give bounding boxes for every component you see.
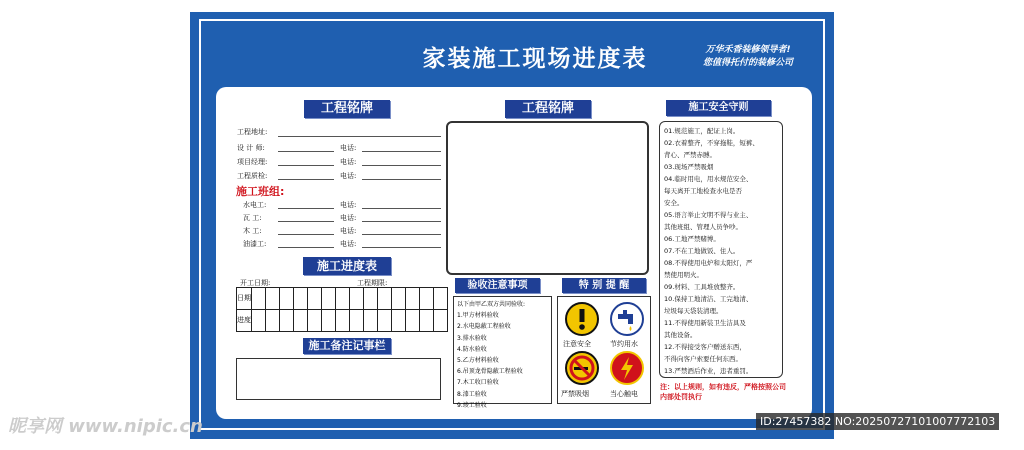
phone-line — [362, 234, 441, 235]
progress-cell[interactable] — [350, 288, 364, 310]
progress-cell[interactable] — [406, 310, 420, 332]
safety-heading: 施工安全守则 — [666, 100, 771, 116]
team-label: 木 工: — [243, 227, 262, 235]
progress-cell[interactable] — [322, 310, 336, 332]
reminders-heading: 特 别 提 醒 — [562, 278, 646, 293]
slogan-line-1: 万华禾香装修领导者! — [705, 45, 791, 55]
safety-rule: 03.现场严禁吸烟 — [664, 163, 714, 171]
name-line — [278, 234, 334, 235]
progress-cell[interactable] — [420, 288, 434, 310]
name-line — [278, 221, 334, 222]
progress-cell[interactable] — [266, 288, 280, 310]
progress-cell[interactable] — [308, 310, 322, 332]
remarks-box[interactable] — [236, 358, 441, 400]
field-label: 工程地址: — [237, 128, 268, 136]
phone-line — [362, 165, 441, 166]
safety-rule: 其他班组、管理人员争吵。 — [664, 223, 742, 231]
progress-cell[interactable] — [252, 310, 266, 332]
progress-cell[interactable] — [266, 310, 280, 332]
faucet-icon — [610, 302, 644, 336]
progress-cell[interactable] — [280, 288, 294, 310]
reminder-label: 注意安全 — [563, 340, 591, 348]
photo-frame — [446, 121, 649, 275]
no-smoking-icon — [565, 351, 599, 385]
phone-label: 电话: — [340, 240, 357, 248]
safety-rule: 其他设备。 — [664, 331, 697, 339]
photo-heading: 工程铭牌 — [505, 100, 591, 118]
phone-line — [362, 247, 441, 248]
exclamation-icon — [565, 302, 599, 336]
phone-label: 电话: — [340, 214, 357, 222]
phone-label: 电话: — [340, 172, 357, 180]
safety-rule: 禁使用明火。 — [664, 271, 703, 279]
safety-rule: 04.临时用电，用水规范安全、 — [664, 175, 753, 183]
acceptance-item: 8.漆工验收 — [457, 390, 487, 398]
acceptance-item: 9.竣工验收 — [457, 401, 487, 409]
progress-cell[interactable] — [294, 310, 308, 332]
team-label: 瓦 工: — [243, 214, 262, 222]
safety-rule: 06.工地严禁赌博。 — [664, 235, 720, 243]
progress-cell[interactable] — [378, 288, 392, 310]
progress-heading: 施工进度表 — [303, 257, 391, 275]
progress-cell[interactable] — [364, 288, 378, 310]
progress-row-label: 进度 — [237, 310, 252, 332]
safety-note: 注：以上规则，如有违反，严格按照公司内部处罚执行 — [660, 383, 786, 401]
safety-rules-list — [664, 125, 778, 377]
reminders-panel — [557, 296, 651, 404]
safety-rule: 02.衣着整齐，不穿拖鞋，短裤、 — [664, 139, 759, 147]
safety-rule: 不得向客户索要任何东西。 — [664, 355, 742, 363]
team-label: 水电工: — [243, 201, 267, 209]
team-heading: 施工班组: — [236, 185, 285, 198]
image-id-watermark: ID:27457382 NO:20250727101007772103 — [756, 413, 999, 430]
address-line — [278, 136, 441, 137]
acceptance-heading: 验收注意事项 — [455, 278, 540, 293]
acceptance-item: 1.甲方材料验收 — [457, 312, 499, 320]
field-label: 项目经理: — [237, 158, 268, 166]
phone-label: 电话: — [340, 201, 357, 209]
progress-cell[interactable] — [280, 310, 294, 332]
phone-label: 电话: — [340, 227, 357, 235]
start-date-label: 开工日期: — [240, 279, 271, 287]
progress-cell[interactable] — [308, 288, 322, 310]
acceptance-item: 4.防水验收 — [457, 345, 487, 353]
field-label: 设 计 师: — [237, 144, 265, 152]
phone-label: 电话: — [340, 158, 357, 166]
company-slogan — [683, 44, 813, 70]
acceptance-item: 2.水电隐蔽工程验收 — [457, 323, 511, 331]
acceptance-item: 3.排水验收 — [457, 334, 487, 342]
safety-rule: 背心、严禁赤膊。 — [664, 151, 716, 159]
field-label: 工程质检: — [237, 172, 268, 180]
safety-rule: 07.不在工地做饭、住人。 — [664, 247, 740, 255]
safety-rule: 08.不得使用电炉和太阳灯，严 — [664, 259, 753, 267]
nameplate-heading: 工程铭牌 — [304, 100, 390, 118]
name-line — [278, 151, 334, 152]
safety-rule: 每天离开工地检查水电是否 — [664, 187, 742, 195]
phone-label: 电话: — [340, 144, 357, 152]
safety-rule: 11.不得使用新装卫生洁具及 — [664, 319, 746, 327]
date-row-label: 日期 — [237, 288, 252, 310]
name-line — [278, 208, 334, 209]
name-line — [278, 179, 334, 180]
progress-cell[interactable] — [252, 288, 266, 310]
progress-cell[interactable] — [336, 288, 350, 310]
reminder-label: 节约用水 — [610, 340, 638, 348]
reminder-label: 严禁吸烟 — [561, 390, 589, 398]
safety-rule: 05.语言举止文明不得与业主、 — [664, 211, 753, 219]
safety-rules-panel — [659, 121, 783, 378]
phone-line — [362, 221, 441, 222]
slogan-line-2: 您值得托付的装修公司 — [702, 58, 793, 68]
name-line — [278, 247, 334, 248]
phone-line — [362, 151, 441, 152]
safety-rule: 垃圾每天袋装清理。 — [664, 307, 723, 315]
acceptance-item: 7.木工收口验收 — [457, 379, 499, 387]
safety-rule: 09.材料、工具堆放整齐。 — [664, 283, 740, 291]
safety-rule: 13.严禁酒后作业，违者重罚。 — [664, 367, 753, 375]
progress-cell[interactable] — [294, 288, 308, 310]
acceptance-item: 5.乙方材料验收 — [457, 357, 499, 365]
progress-cell[interactable] — [350, 310, 364, 332]
progress-cell[interactable] — [378, 310, 392, 332]
safety-rule: 安全。 — [664, 199, 684, 207]
safety-rule: 01.规范施工，配证上岗。 — [664, 127, 740, 135]
progress-cell[interactable] — [420, 310, 434, 332]
phone-line — [362, 179, 441, 180]
board-title: 家装施工现场进度表 — [422, 46, 648, 72]
remarks-heading: 施工备注记事栏 — [303, 338, 391, 354]
acceptance-list — [453, 296, 552, 409]
safety-rule: 10.保持工地清洁、工完地清、 — [664, 295, 753, 303]
acceptance-item: 6.吊顶龙骨隐蔽工程验收 — [457, 368, 523, 376]
safety-rule: 12.不得接受客户赠送东西， — [664, 343, 746, 351]
progress-cell[interactable] — [336, 310, 350, 332]
progress-grid — [236, 287, 448, 332]
progress-cell[interactable] — [406, 288, 420, 310]
deadline-label: 工程期限: — [357, 279, 388, 287]
progress-cell[interactable] — [434, 310, 448, 332]
progress-cell[interactable] — [364, 310, 378, 332]
name-line — [278, 165, 334, 166]
reminder-label: 当心触电 — [610, 390, 638, 398]
acceptance-intro: 以下由甲乙双方共同验收: — [457, 301, 526, 308]
progress-cell[interactable] — [434, 288, 448, 310]
progress-cell[interactable] — [392, 310, 406, 332]
progress-cell[interactable] — [392, 288, 406, 310]
team-label: 油漆工: — [243, 240, 267, 248]
progress-cell[interactable] — [322, 288, 336, 310]
phone-line — [362, 208, 441, 209]
lightning-icon — [610, 351, 644, 385]
site-watermark: 昵享网 www.nipic.cn — [8, 416, 203, 437]
